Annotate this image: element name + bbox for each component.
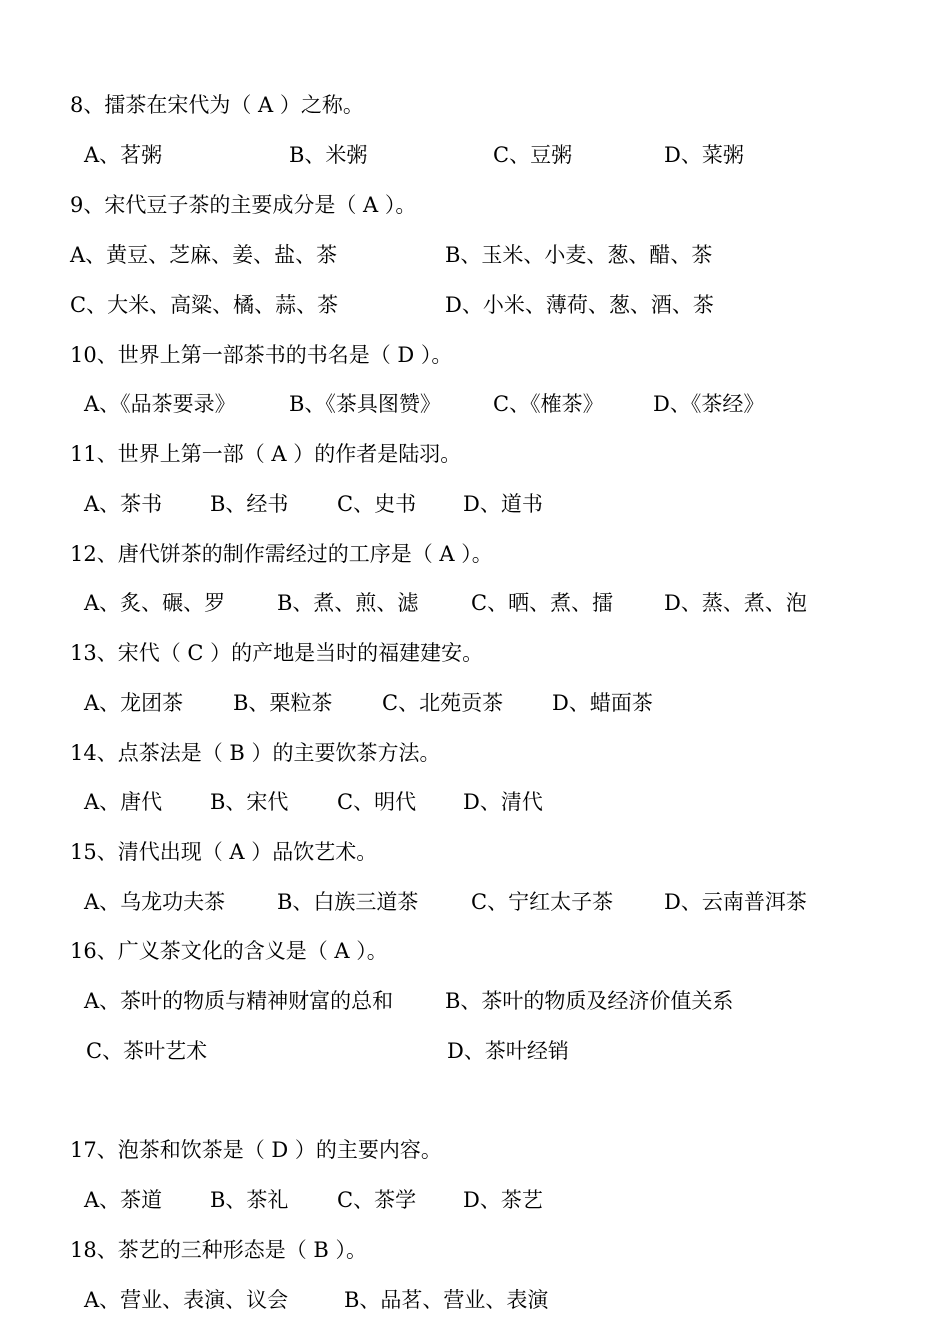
question-16-stem: 16、广义茶文化的含义是（ A ）。: [70, 939, 388, 963]
question-9-option-b: B、玉米、小麦、葱、醋、茶: [445, 243, 713, 267]
question-8-option-d: D、菜粥: [664, 143, 744, 167]
question-10-stem: 10、世界上第一部茶书的书名是（ D ）。: [70, 343, 453, 367]
question-12-option-b: B、煮、煎、滤: [277, 591, 419, 615]
question-14-option-a: A、唐代: [84, 790, 163, 814]
question-13-option-b: B、栗粒茶: [233, 691, 333, 715]
question-8-option-b: B、米粥: [289, 143, 368, 167]
question-9-option-c: C、大米、高粱、橘、蒜、茶: [70, 293, 339, 317]
question-18-option-a: A、营业、表演、议会: [84, 1288, 289, 1312]
question-17-option-c: C、茶学: [337, 1188, 417, 1212]
question-17-option-d: D、茶艺: [463, 1188, 543, 1212]
question-14-option-b: B、宋代: [210, 790, 289, 814]
question-9-option-d: D、小米、薄荷、葱、酒、茶: [445, 293, 714, 317]
question-13-stem: 13、宋代（ C ）的产地是当时的福建建安。: [70, 641, 484, 665]
question-12-option-d: D、蒸、煮、泡: [664, 591, 807, 615]
question-15-option-c: C、宁红太子茶: [471, 890, 614, 914]
question-11-option-b: B、经书: [210, 492, 289, 516]
question-8-option-a: A、茗粥: [84, 143, 163, 167]
question-13-option-d: D、蜡面茶: [552, 691, 653, 715]
question-10-option-b: B、《茶具图赞》: [289, 392, 441, 416]
question-12-option-a: A、炙、碾、罗: [84, 591, 226, 615]
question-12-option-c: C、晒、煮、擂: [471, 591, 614, 615]
question-15-option-d: D、云南普洱茶: [664, 890, 807, 914]
question-15-option-a: A、乌龙功夫茶: [84, 890, 226, 914]
question-11-option-d: D、道书: [463, 492, 543, 516]
question-16-option-c: C、茶叶艺术: [86, 1039, 208, 1063]
question-11-stem: 11、世界上第一部（ A ）的作者是陆羽。: [70, 442, 462, 466]
question-11-option-a: A、茶书: [84, 492, 163, 516]
question-12-stem: 12、唐代饼茶的制作需经过的工序是（ A ）。: [70, 542, 493, 566]
question-14-option-d: D、清代: [463, 790, 543, 814]
question-14-option-c: C、明代: [337, 790, 417, 814]
question-16-option-d: D、茶叶经销: [447, 1039, 569, 1063]
question-15-stem: 15、清代出现（ A ）品饮艺术。: [70, 840, 378, 864]
question-16-option-b: B、茶叶的物质及经济价值关系: [445, 989, 734, 1013]
question-14-stem: 14、点茶法是（ B ）的主要饮茶方法。: [70, 741, 441, 765]
question-9-option-a: A、黄豆、芝麻、姜、盐、茶: [70, 243, 338, 267]
question-15-option-b: B、白族三道茶: [277, 890, 419, 914]
question-8-stem: 8、擂茶在宋代为（ A ）之称。: [70, 93, 364, 117]
question-13-option-c: C、北苑贡茶: [382, 691, 504, 715]
question-10-option-c: C、《榷茶》: [493, 392, 604, 416]
question-17-option-a: A、茶道: [84, 1188, 163, 1212]
question-11-option-c: C、史书: [337, 492, 417, 516]
question-18-stem: 18、茶艺的三种形态是（ B ）。: [70, 1238, 368, 1262]
question-9-stem: 9、宋代豆子茶的主要成分是（ A ）。: [70, 193, 417, 217]
question-13-option-a: A、龙团茶: [84, 691, 184, 715]
question-8-option-c: C、豆粥: [493, 143, 573, 167]
question-10-option-a: A、《品茶要录》: [84, 392, 236, 416]
question-17-option-b: B、茶礼: [210, 1188, 289, 1212]
question-16-option-a: A、茶叶的物质与精神财富的总和: [84, 989, 394, 1013]
question-17-stem: 17、泡茶和饮茶是（ D ）的主要内容。: [70, 1138, 442, 1162]
question-10-option-d: D、《茶经》: [653, 392, 765, 416]
question-18-option-b: B、品茗、营业、表演: [344, 1288, 549, 1312]
